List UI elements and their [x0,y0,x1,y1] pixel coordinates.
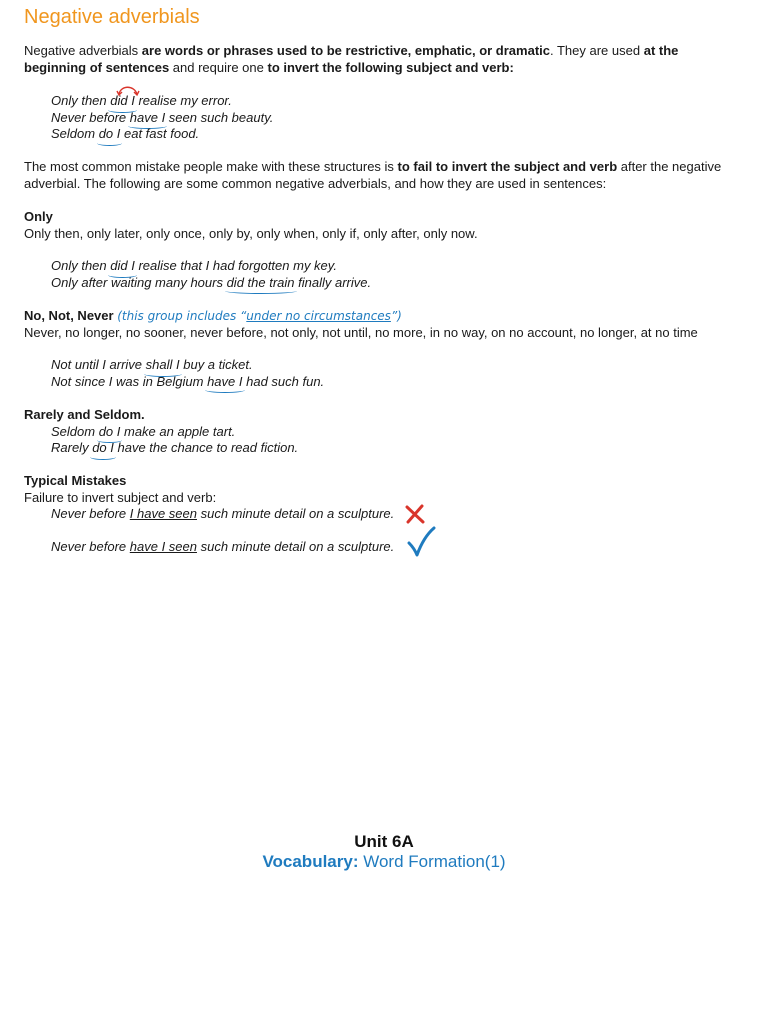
example-sentence: Seldom do I make an apple tart. [51,423,236,439]
inversion-mark: do I [98,423,121,439]
example-sentence: Seldom do I eat fast food. [51,126,200,141]
page-title: Negative adverbials [24,6,200,28]
inversion-mark: do I [98,126,121,141]
example-sentence: Only then did I realise my error. [51,93,232,108]
inversion-mark: shall I [145,357,180,372]
no-not-never-list: Never, no longer, no sooner, never before, not only, not until, no more, in no way, on no account, no longer, at no time [24,324,698,340]
example-sentence: Only then did I realise that I had forgotten my key. [51,258,337,273]
section-heading-mistakes: Typical Mistakes [24,473,127,488]
unit-subtitle: Vocabulary: Word Formation(1) [262,852,506,871]
unit-title: Unit 6A [354,832,414,851]
check-icon [406,526,436,558]
inversion-mark: have I [207,373,243,389]
inversion-mark: have I [129,109,166,125]
example-sentence: Never before have I seen such beauty. [51,109,274,125]
section-heading-only: Only [24,209,53,224]
intro-paragraph: Negative adverbials are words or phrases used to be restrictive, emphatic, or dramatic. They are used at the beginning of sentences and require one to invert the following subject and verb: [24,43,679,75]
inversion-mark: did I [110,93,135,108]
swap-arrow-icon [116,83,140,97]
wrong-example: Never before I have seen such minute detail on a sculpture. [51,506,395,521]
mistakes-subtitle: Failure to invert subject and verb: [24,489,217,505]
only-list: Only then, only later, only once, only by, only when, only if, only after, only now. [24,225,478,241]
example-sentence: Only after waiting many hours did the train finally arrive. [51,274,372,290]
inversion-mark: did the train [226,274,295,290]
handwritten-note: (this group includes “under no circumstances”) [117,309,402,323]
inversion-mark: did I [110,258,135,273]
example-sentence: Rarely do I have the chance to read fiction. [51,440,299,455]
correct-example: Never before have I seen such minute detail on a sculpture. [51,539,395,554]
example-sentence: Not until I arrive shall I buy a ticket. [51,357,253,372]
example-sentence: Not since I was in Belgium have I had such fun. [51,373,325,389]
inversion-mark: do I [92,440,114,455]
section-heading-no-not-never: No, Not, Never (this group includes “under no circumstances”) [24,308,402,323]
common-mistake-paragraph: The most common mistake people make with these structures is to fail to invert the subject and verb after the negative adverbial. The following are some common negative adverbials, and how they are used in sentences: [24,159,722,191]
section-heading-rarely: Rarely and Seldom. [24,407,145,422]
cross-icon [404,503,426,525]
